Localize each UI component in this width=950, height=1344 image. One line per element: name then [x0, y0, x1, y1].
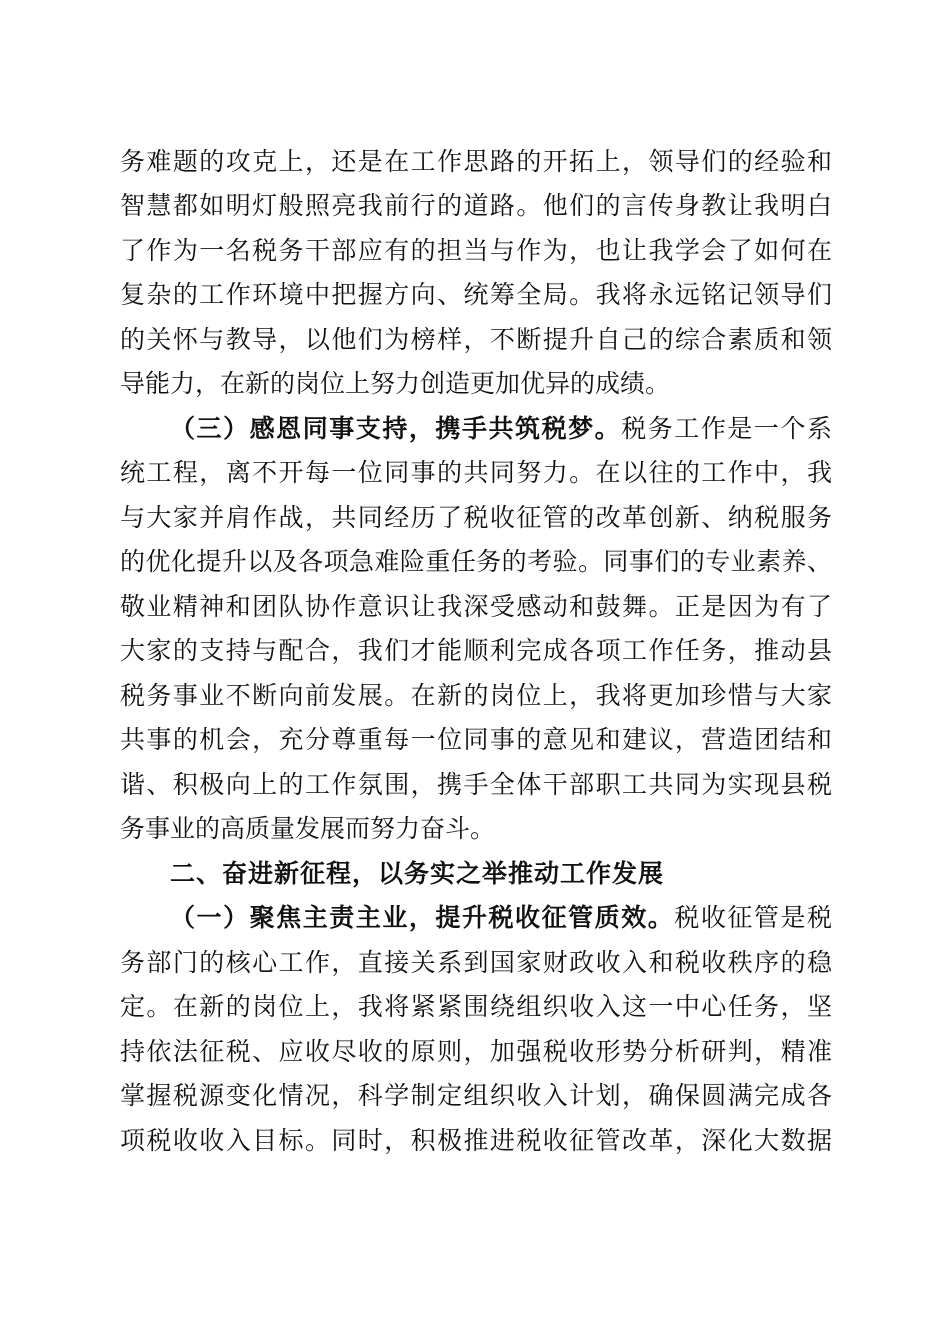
line-text: 谐、积极向上的工作氛围，携手全体干部职工共同为实现县税 — [120, 770, 832, 799]
line-text: 的优化提升以及各项急难险重任务的考验。同事们的专业素养、 — [120, 547, 832, 576]
paragraph-line — [120, 674, 832, 718]
paragraph-line — [120, 540, 832, 584]
section-heading-text: 二、奋进新征程，以务实之举推动工作发展 — [170, 859, 665, 888]
section-heading — [170, 852, 832, 896]
paragraph-line — [120, 273, 832, 317]
line-text: 掌握税源变化情况，科学制定组织收入计划，确保圆满完成各 — [120, 1081, 832, 1110]
line-text: 复杂的工作环境中把握方向、统筹全局。我将永远铭记领导们 — [120, 280, 832, 309]
paragraph-line — [120, 807, 832, 851]
line-text: 定。在新的岗位上，我将紧紧围绕组织收入这一中心任务，坚 — [120, 992, 832, 1021]
paragraph-first-line — [170, 896, 832, 940]
line-text: 项税收收入目标。同时，积极推进税收征管改革，深化大数据 — [120, 1126, 832, 1155]
paragraph-line — [120, 318, 832, 362]
paragraph-line — [120, 629, 832, 673]
line-text: 持依法征税、应收尽收的原则，加强税收形势分析研判，精准 — [120, 1037, 832, 1066]
paragraph-line — [120, 451, 832, 495]
line-text: 务部门的核心工作，直接关系到国家财政收入和税收秩序的稳 — [120, 948, 832, 977]
line-text: 务事业的高质量发展而努力奋斗。 — [120, 814, 496, 843]
line-text: 智慧都如明灯般照亮我前行的道路。他们的言传身教让我明白 — [120, 191, 832, 220]
line-text: 与大家并肩作战，共同经历了税收征管的改革创新、纳税服务 — [120, 503, 832, 532]
paragraph-line — [120, 140, 832, 184]
line-text: 务难题的攻克上，还是在工作思路的开拓上，领导们的经验和 — [120, 147, 832, 176]
line-text: 税务事业不断向前发展。在新的岗位上，我将更加珍惜与大家 — [120, 681, 832, 710]
paragraph-line — [120, 718, 832, 762]
paragraph-line — [120, 585, 832, 629]
subsection-heading: （一）聚焦主责主业，提升税收征管质效。 — [170, 903, 675, 932]
line-text: 了作为一名税务干部应有的担当与作为，也让我学会了如何在 — [120, 236, 832, 265]
line-text: 税务工作是一个系 — [621, 414, 832, 443]
line-text: 统工程，离不开每一位同事的共同努力。在以往的工作中，我 — [120, 458, 832, 487]
paragraph-line — [120, 1119, 832, 1163]
paragraph-first-line — [170, 407, 832, 451]
line-text: 的关怀与教导，以他们为榜样，不断提升自己的综合素质和领 — [120, 325, 832, 354]
paragraph-line — [120, 985, 832, 1029]
subsection-heading: （三）感恩同事支持，携手共筑税梦。 — [170, 414, 622, 443]
paragraph-line — [120, 763, 832, 807]
paragraph-line — [120, 362, 832, 406]
paragraph-line — [120, 1030, 832, 1074]
line-text: 导能力，在新的岗位上努力创造更加优异的成绩。 — [120, 369, 671, 398]
paragraph-line — [120, 941, 832, 985]
line-text: 大家的支持与配合，我们才能顺利完成各项工作任务，推动县 — [120, 636, 832, 665]
line-text: 敬业精神和团队协作意识让我深受感动和鼓舞。正是因为有了 — [120, 592, 832, 621]
line-text: 共事的机会，充分尊重每一位同事的意见和建议，营造团结和 — [120, 725, 832, 754]
paragraph-line — [120, 1074, 832, 1118]
paragraph-line — [120, 496, 832, 540]
line-text: 税收征管是税 — [674, 903, 832, 932]
paragraph-line — [120, 184, 832, 228]
paragraph-line — [120, 229, 832, 273]
